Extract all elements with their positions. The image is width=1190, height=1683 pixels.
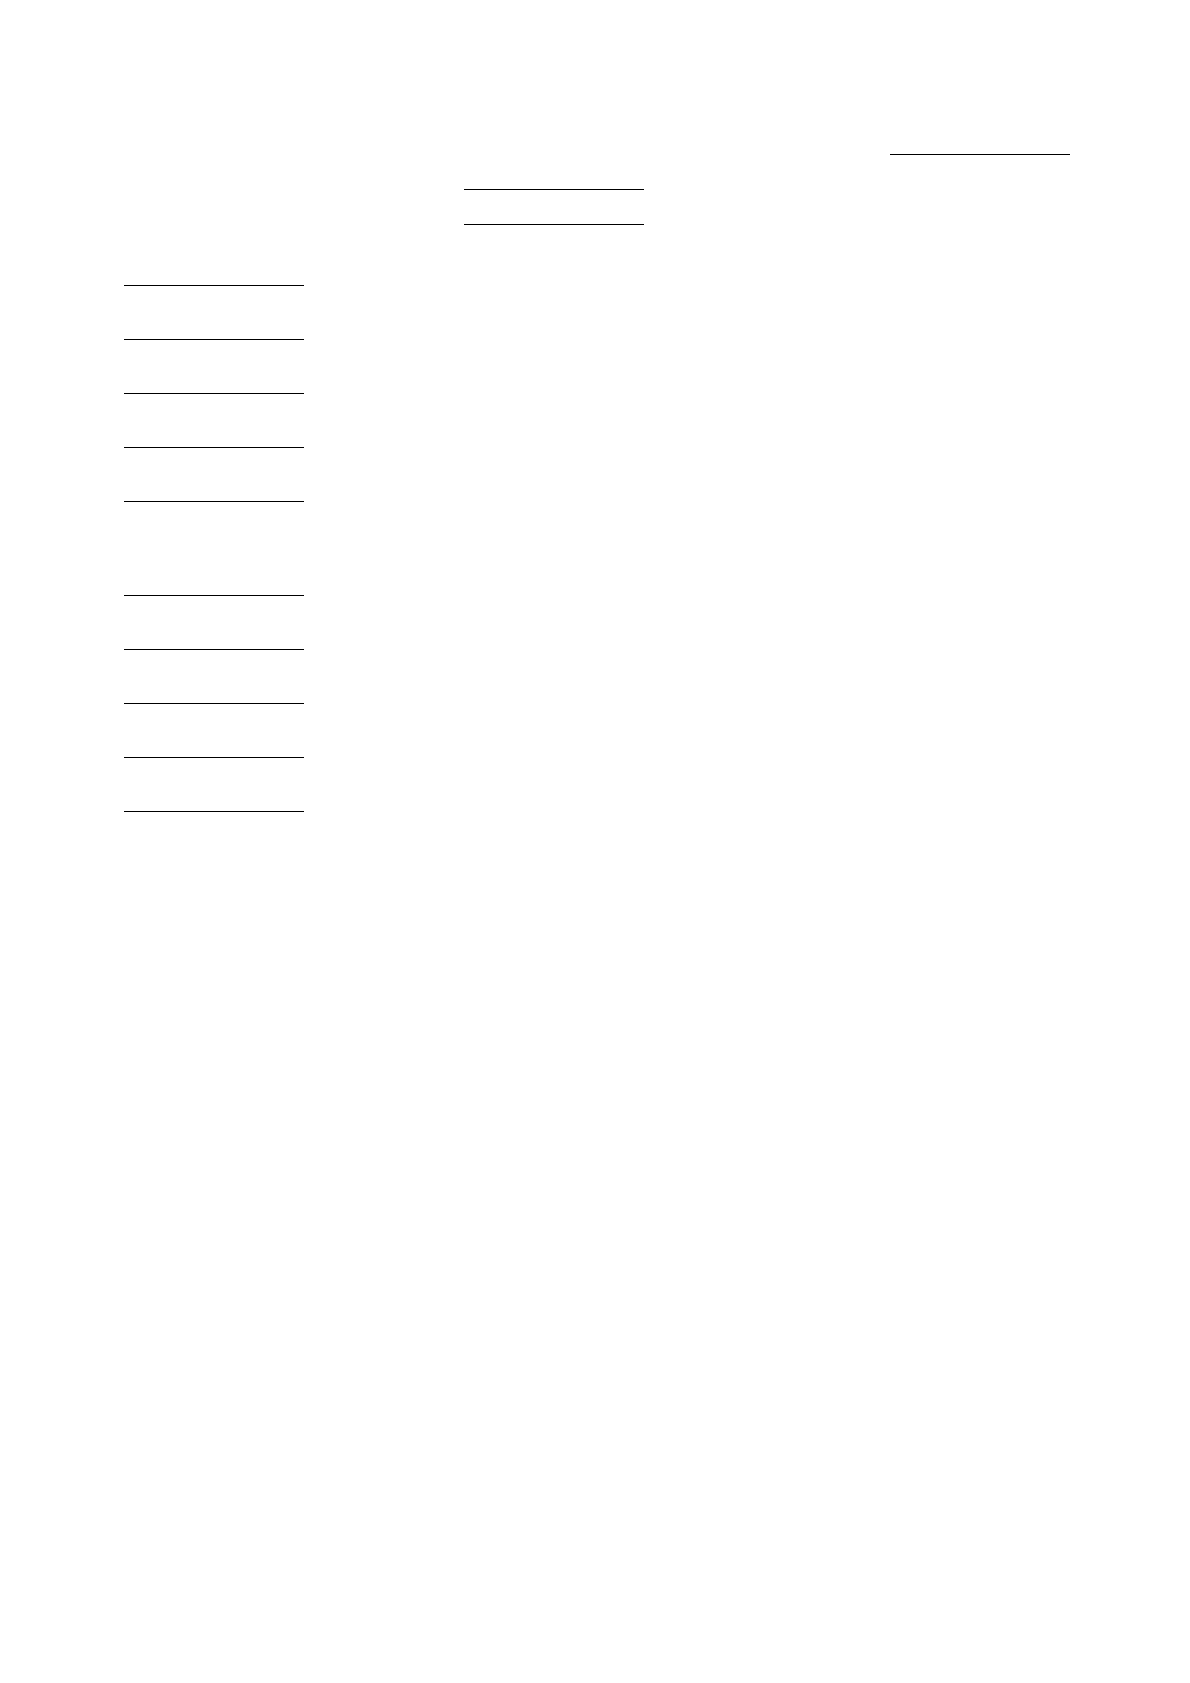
party-a-phone-row [120, 466, 1070, 502]
contract-number [886, 130, 1070, 160]
party-a-id-value [124, 315, 304, 340]
section-gap [120, 520, 1070, 560]
party-b-name-value [124, 571, 304, 596]
party-b-name-row [120, 560, 1070, 596]
party-b-rep-value [124, 733, 304, 758]
signing-time [460, 200, 644, 230]
signing-place [460, 165, 644, 195]
party-a-id-row [120, 304, 1070, 340]
party-b-address-value [124, 679, 304, 704]
party-a-agent-row [120, 412, 1070, 448]
party-a-address-value [124, 369, 304, 394]
party-a-address-row [120, 358, 1070, 394]
party-a-name-row [120, 250, 1070, 286]
signing-time-value [464, 200, 644, 225]
party-b-phone-value [124, 787, 304, 812]
party-fields [120, 250, 1070, 830]
party-b-phone-row [120, 776, 1070, 812]
contract-number-value [890, 130, 1070, 155]
party-a-name-value [124, 261, 304, 286]
party-b-address-row [120, 668, 1070, 704]
party-b-reg-row [120, 614, 1070, 650]
party-a-phone-value [124, 477, 304, 502]
party-b-reg-value [124, 625, 304, 650]
signing-place-value [464, 165, 644, 190]
party-b-rep-row [120, 722, 1070, 758]
party-a-agent-value [124, 423, 304, 448]
